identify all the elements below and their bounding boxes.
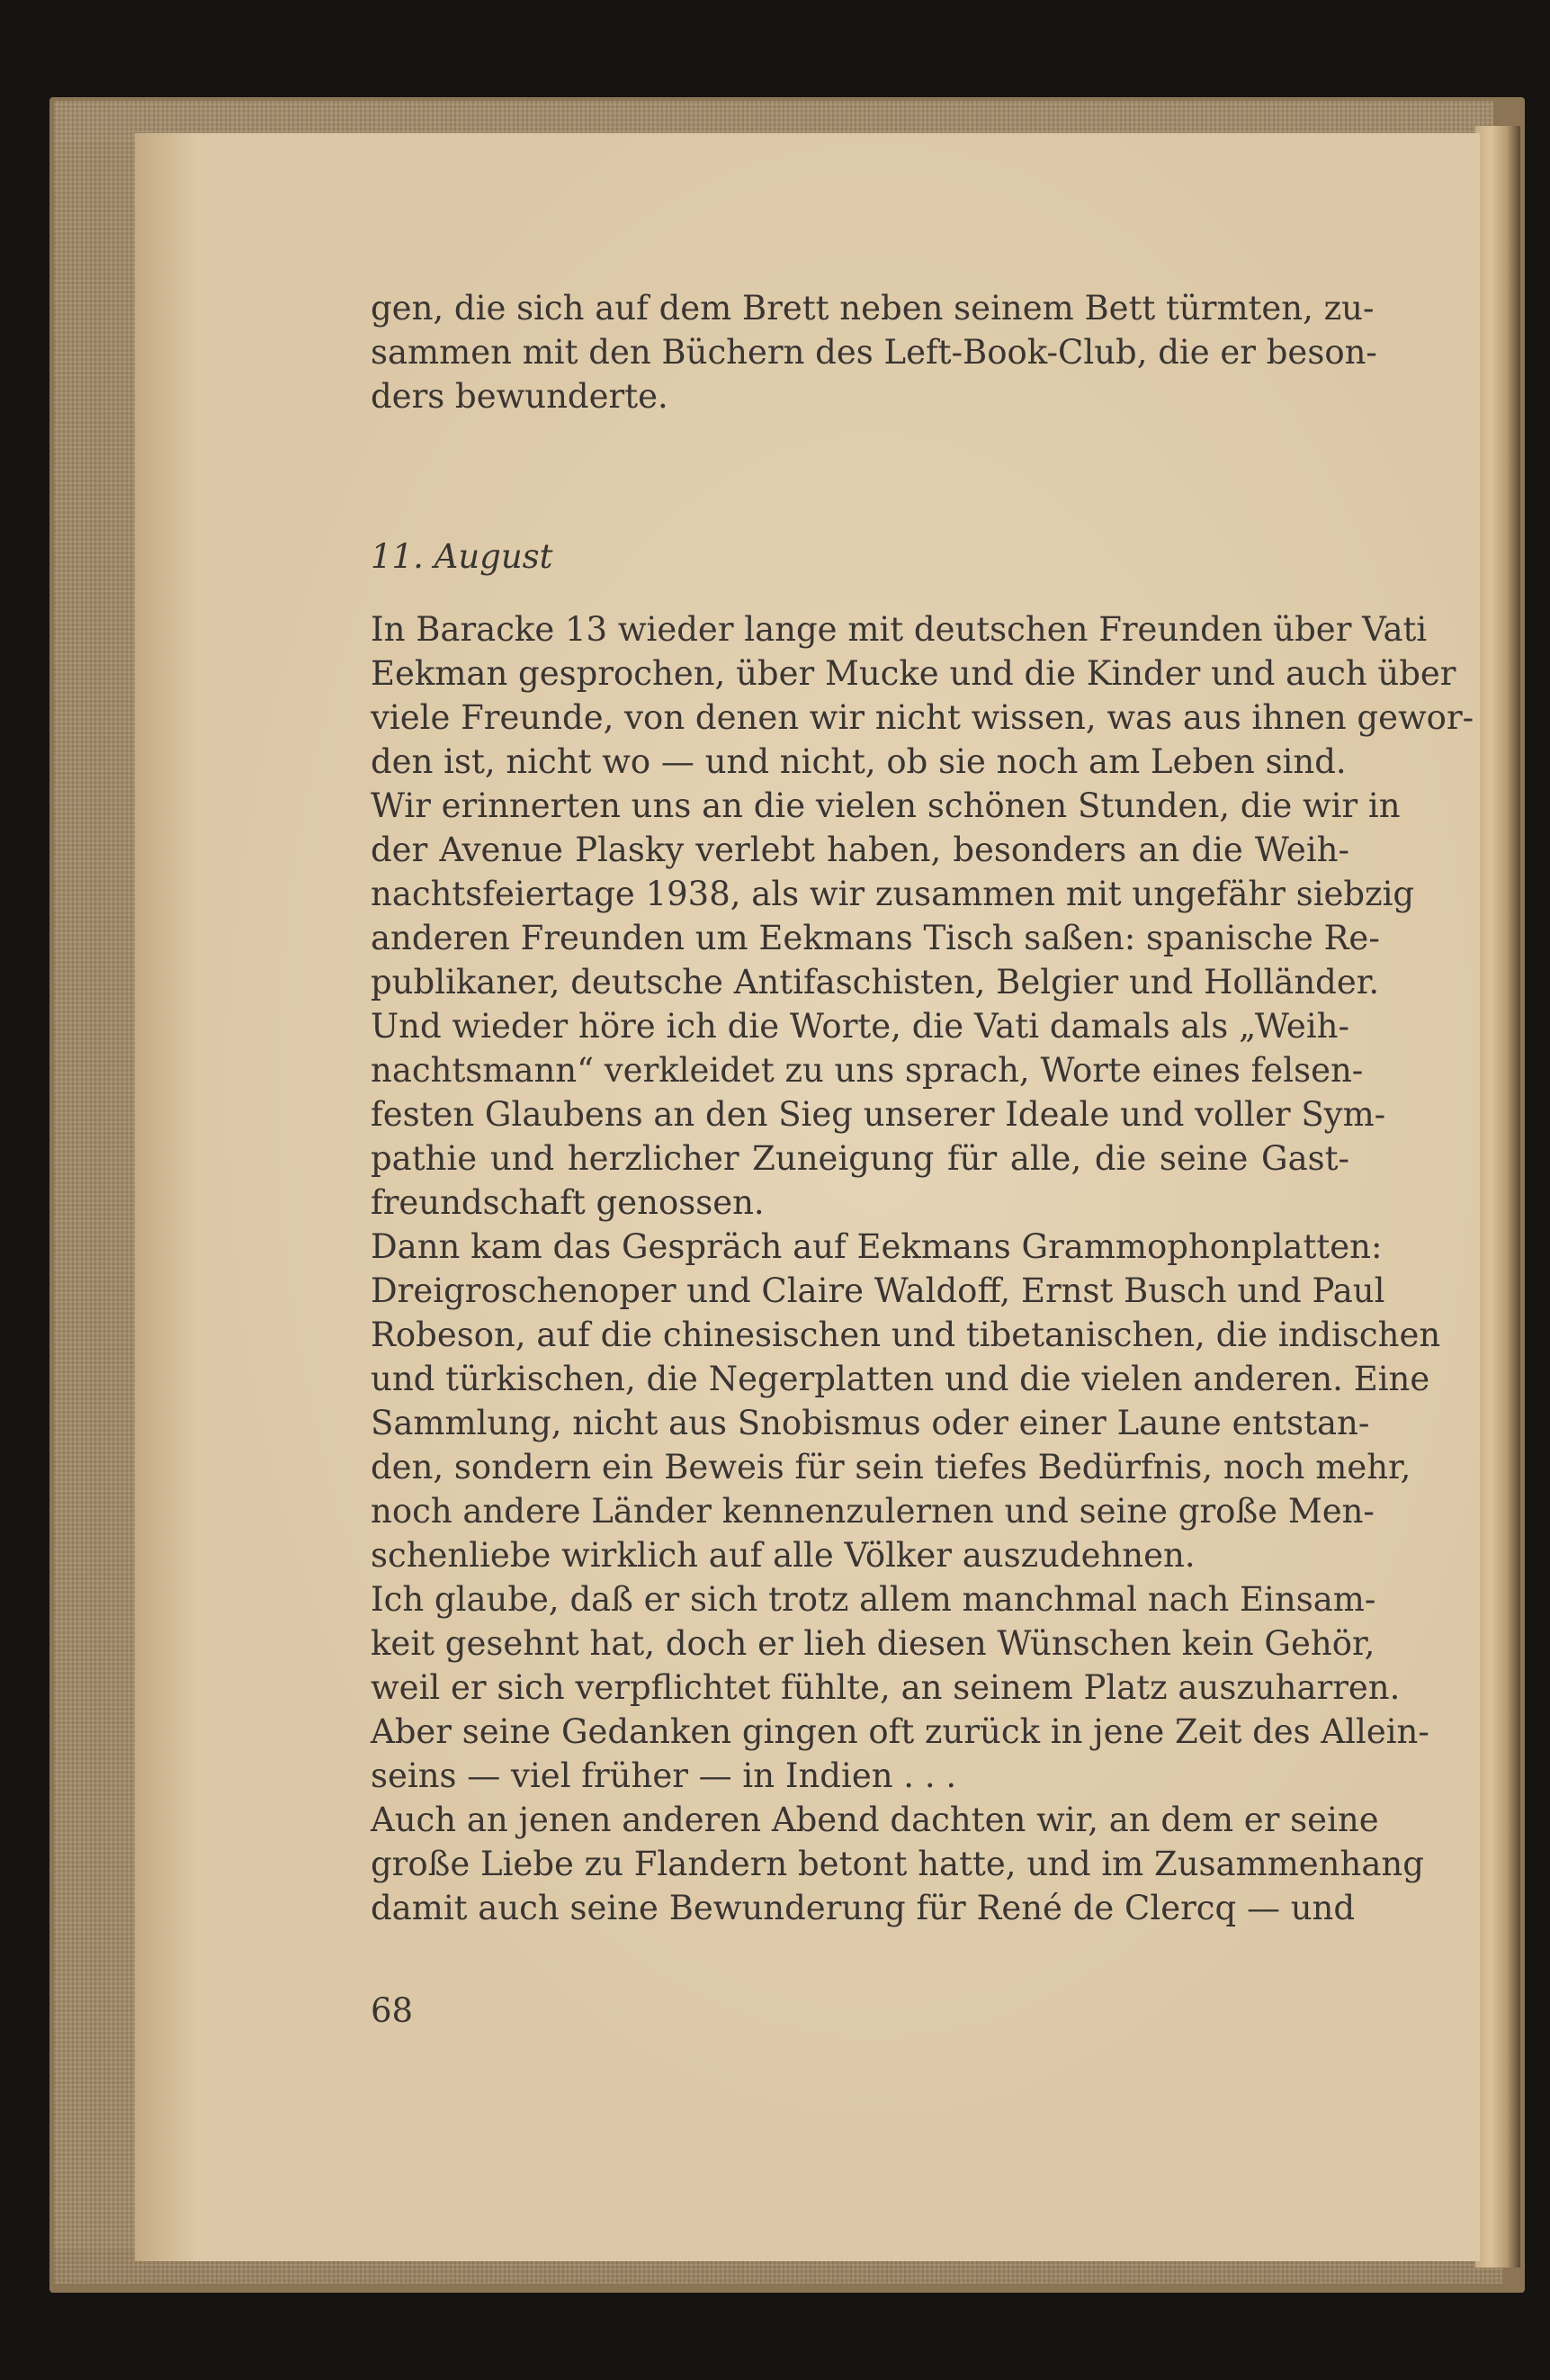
text-line: In Baracke 13 wieder lange mit deutschen Freunden über Vati <box>371 610 1428 649</box>
text-line: große Liebe zu Flandern betont hatte, und im Zusammenhang <box>371 1845 1424 1883</box>
text-line: pathie und herzlicher Zuneigung für alle, die seine Gast- <box>371 1139 1349 1178</box>
text-line: damit auch seine Bewunderung für René de Clercq — und <box>371 1889 1356 1927</box>
text-line: publikaner, deutsche Antifaschisten, Belgier und Holländer. <box>371 963 1380 1001</box>
text-line: den ist, nicht wo — und nicht, ob sie noch am Leben sind. <box>371 742 1347 781</box>
text-line: weil er sich verpflichtet fühlte, an seinem Platz auszuharren. <box>371 1668 1401 1707</box>
text-line: Dreigroschenoper und Claire Waldoff, Ernst Busch und Paul <box>371 1271 1385 1310</box>
text-line: Aber seine Gedanken gingen oft zurück in jene Zeit des Allein- <box>371 1712 1429 1751</box>
text-line: viele Freunde, von denen wir nicht wissen, was aus ihnen gewor- <box>371 698 1474 737</box>
text-line: seins — viel früher — in Indien . . . <box>371 1756 957 1795</box>
text-line: Ich glaube, daß er sich trotz allem manchmal nach Einsam- <box>371 1580 1376 1619</box>
text-line: gen, die sich auf dem Brett neben seinem Bett türmten, zu- <box>371 289 1375 328</box>
text-line: anderen Freunden um Eekmans Tisch saßen: spanische Re- <box>371 919 1380 957</box>
diary-entry-body <box>371 607 1474 1930</box>
text-line: der Avenue Plasky verlebt haben, besonders an die Weih- <box>371 831 1349 869</box>
text-line: Robeson, auf die chinesischen und tibetanischen, die indischen <box>371 1316 1441 1354</box>
text-line: keit gesehnt hat, doch er lieh diesen Wünschen kein Gehör, <box>371 1624 1375 1663</box>
date-heading: 11. August <box>371 537 553 576</box>
text-line: sammen mit den Büchern des Left-Book-Club, die er beson- <box>371 333 1377 372</box>
page-stack-edge <box>1475 126 1520 2268</box>
text-line: festen Glaubens an den Sieg unserer Ideale und voller Sym- <box>371 1095 1386 1134</box>
text-line: Wir erinnerten uns an die vielen schönen Stunden, die wir in <box>371 786 1401 825</box>
text-line: nachtsfeiertage 1938, als wir zusammen mit ungefähr siebzig <box>371 875 1415 913</box>
text-line: Dann kam das Gespräch auf Eekmans Grammophonplatten: <box>371 1227 1383 1266</box>
text-line: nachtsmann“ verkleidet zu uns sprach, Worte eines felsen- <box>371 1051 1364 1090</box>
text-line: Auch an jenen anderen Abend dachten wir, an dem er seine <box>371 1801 1379 1839</box>
text-line: ders bewunderte. <box>371 377 668 416</box>
text-line: freundschaft genossen. <box>371 1183 765 1222</box>
text-line: noch andere Länder kennenzulernen und seine große Men- <box>371 1492 1375 1531</box>
text-line: schenliebe wirklich auf alle Völker auszudehnen. <box>371 1536 1196 1575</box>
text-line: Sammlung, nicht aus Snobismus oder einer Laune entstan- <box>371 1404 1370 1442</box>
page-number: 68 <box>371 1991 414 2030</box>
paragraph-continued <box>371 286 1377 418</box>
text-line: Und wieder höre ich die Worte, die Vati damals als „Weih- <box>371 1007 1349 1046</box>
text-line: Eekman gesprochen, über Mucke und die Kinder und auch über <box>371 654 1456 693</box>
text-line: den, sondern ein Beweis für sein tiefes Bedürfnis, noch mehr, <box>371 1448 1411 1486</box>
text-line: und türkischen, die Negerplatten und die vielen anderen. Eine <box>371 1360 1430 1398</box>
